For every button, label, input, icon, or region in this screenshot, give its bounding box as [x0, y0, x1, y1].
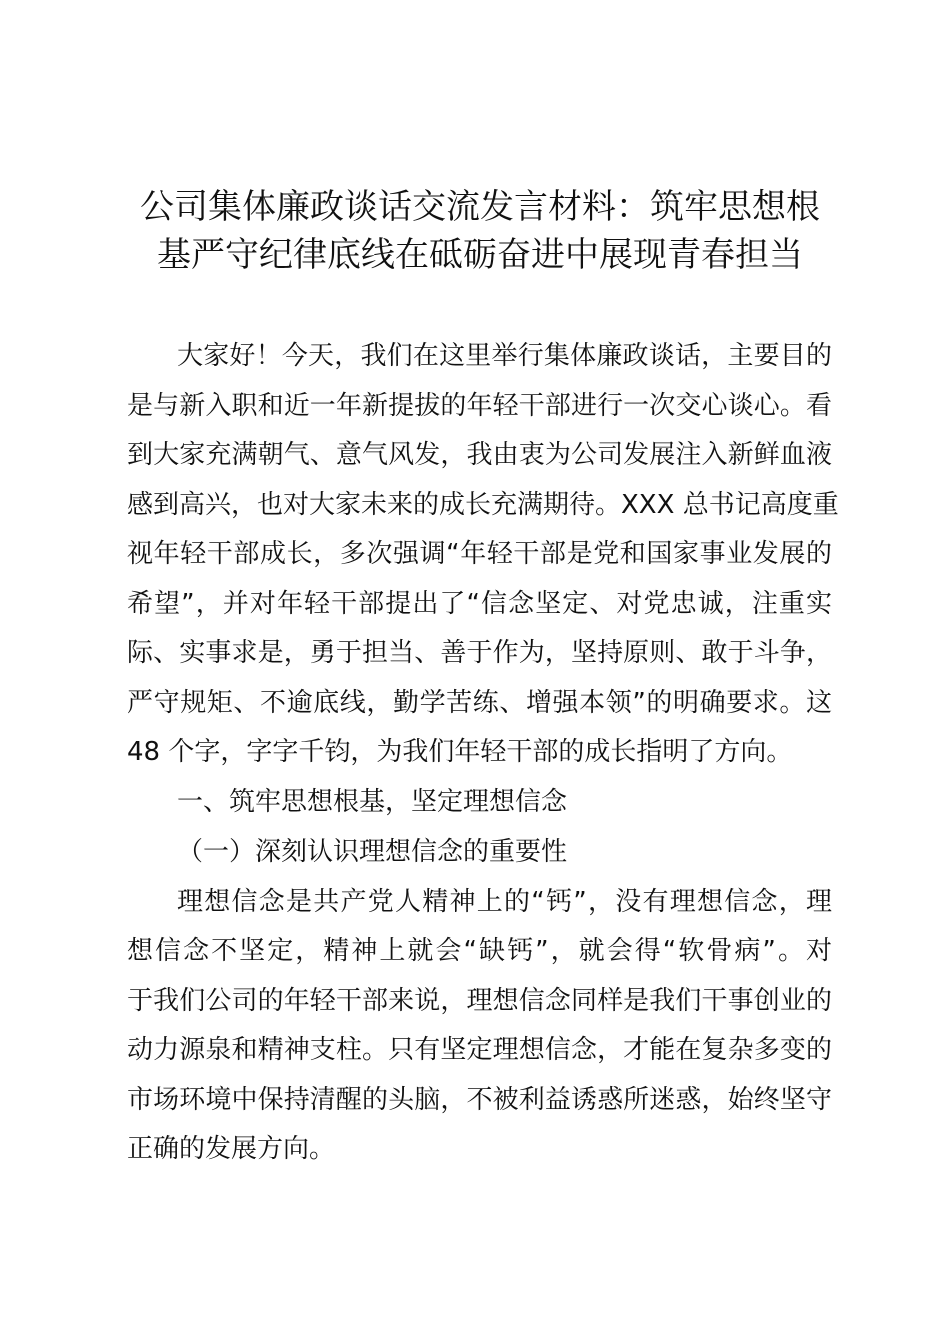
section-heading: 一、筑牢思想根基，坚定理想信念 — [177, 787, 568, 817]
paragraph-1-line: 48 个字，字字千钧，为我们年轻干部的成长指明了方向。 — [127, 737, 793, 767]
paragraph-1-line: 大家好！今天，我们在这里举行集体廉政谈话，主要目的 — [177, 341, 832, 371]
paragraph-1-line: 希望”，并对年轻干部提出了“信念坚定、对党忠诚，注重实 — [127, 589, 832, 619]
title-line: 公司集体廉政谈话交流发言材料：筑牢思想根 — [140, 187, 820, 227]
paragraph-2-line: 想信念不坚定，精神上就会“缺钙”，就会得“软骨病”。对 — [127, 936, 832, 966]
paragraph-1-line: 际、实事求是，勇于担当、善于作为，坚持原则、敢于斗争， — [127, 638, 832, 668]
paragraph-1-line: 是与新入职和近一年新提拔的年轻干部进行一次交心谈心。看 — [127, 391, 832, 421]
title-line: 基严守纪律底线在砥砺奋进中展现青春担当 — [157, 235, 803, 275]
document-title — [110, 183, 850, 279]
paragraph-1-line: 严守规矩、不逾底线，勤学苦练、增强本领”的明确要求。这 — [127, 688, 832, 718]
paragraph-1-line: 视年轻干部成长，多次强调“年轻干部是党和国家事业发展的 — [127, 539, 832, 569]
subsection-heading: （一）深刻认识理想信念的重要性 — [177, 837, 568, 867]
paragraph-1-line: 到大家充满朝气、意气风发，我由衷为公司发展注入新鲜血液 — [127, 440, 832, 470]
paragraph-1-line: 感到高兴，也对大家未来的成长充满期待。XXX 总书记高度重 — [127, 490, 839, 520]
paragraph-2-line: 市场环境中保持清醒的头脑，不被利益诱惑所迷惑，始终坚守 — [127, 1085, 832, 1115]
paragraph-2-line: 动力源泉和精神支柱。只有坚定理想信念，才能在复杂多变的 — [127, 1035, 832, 1065]
paragraph-2-line: 于我们公司的年轻干部来说，理想信念同样是我们干事创业的 — [127, 986, 832, 1016]
paragraph-2-line: 理想信念是共产党人精神上的“钙”，没有理想信念，理 — [177, 887, 832, 917]
paragraph-2-line: 正确的发展方向。 — [127, 1134, 336, 1164]
